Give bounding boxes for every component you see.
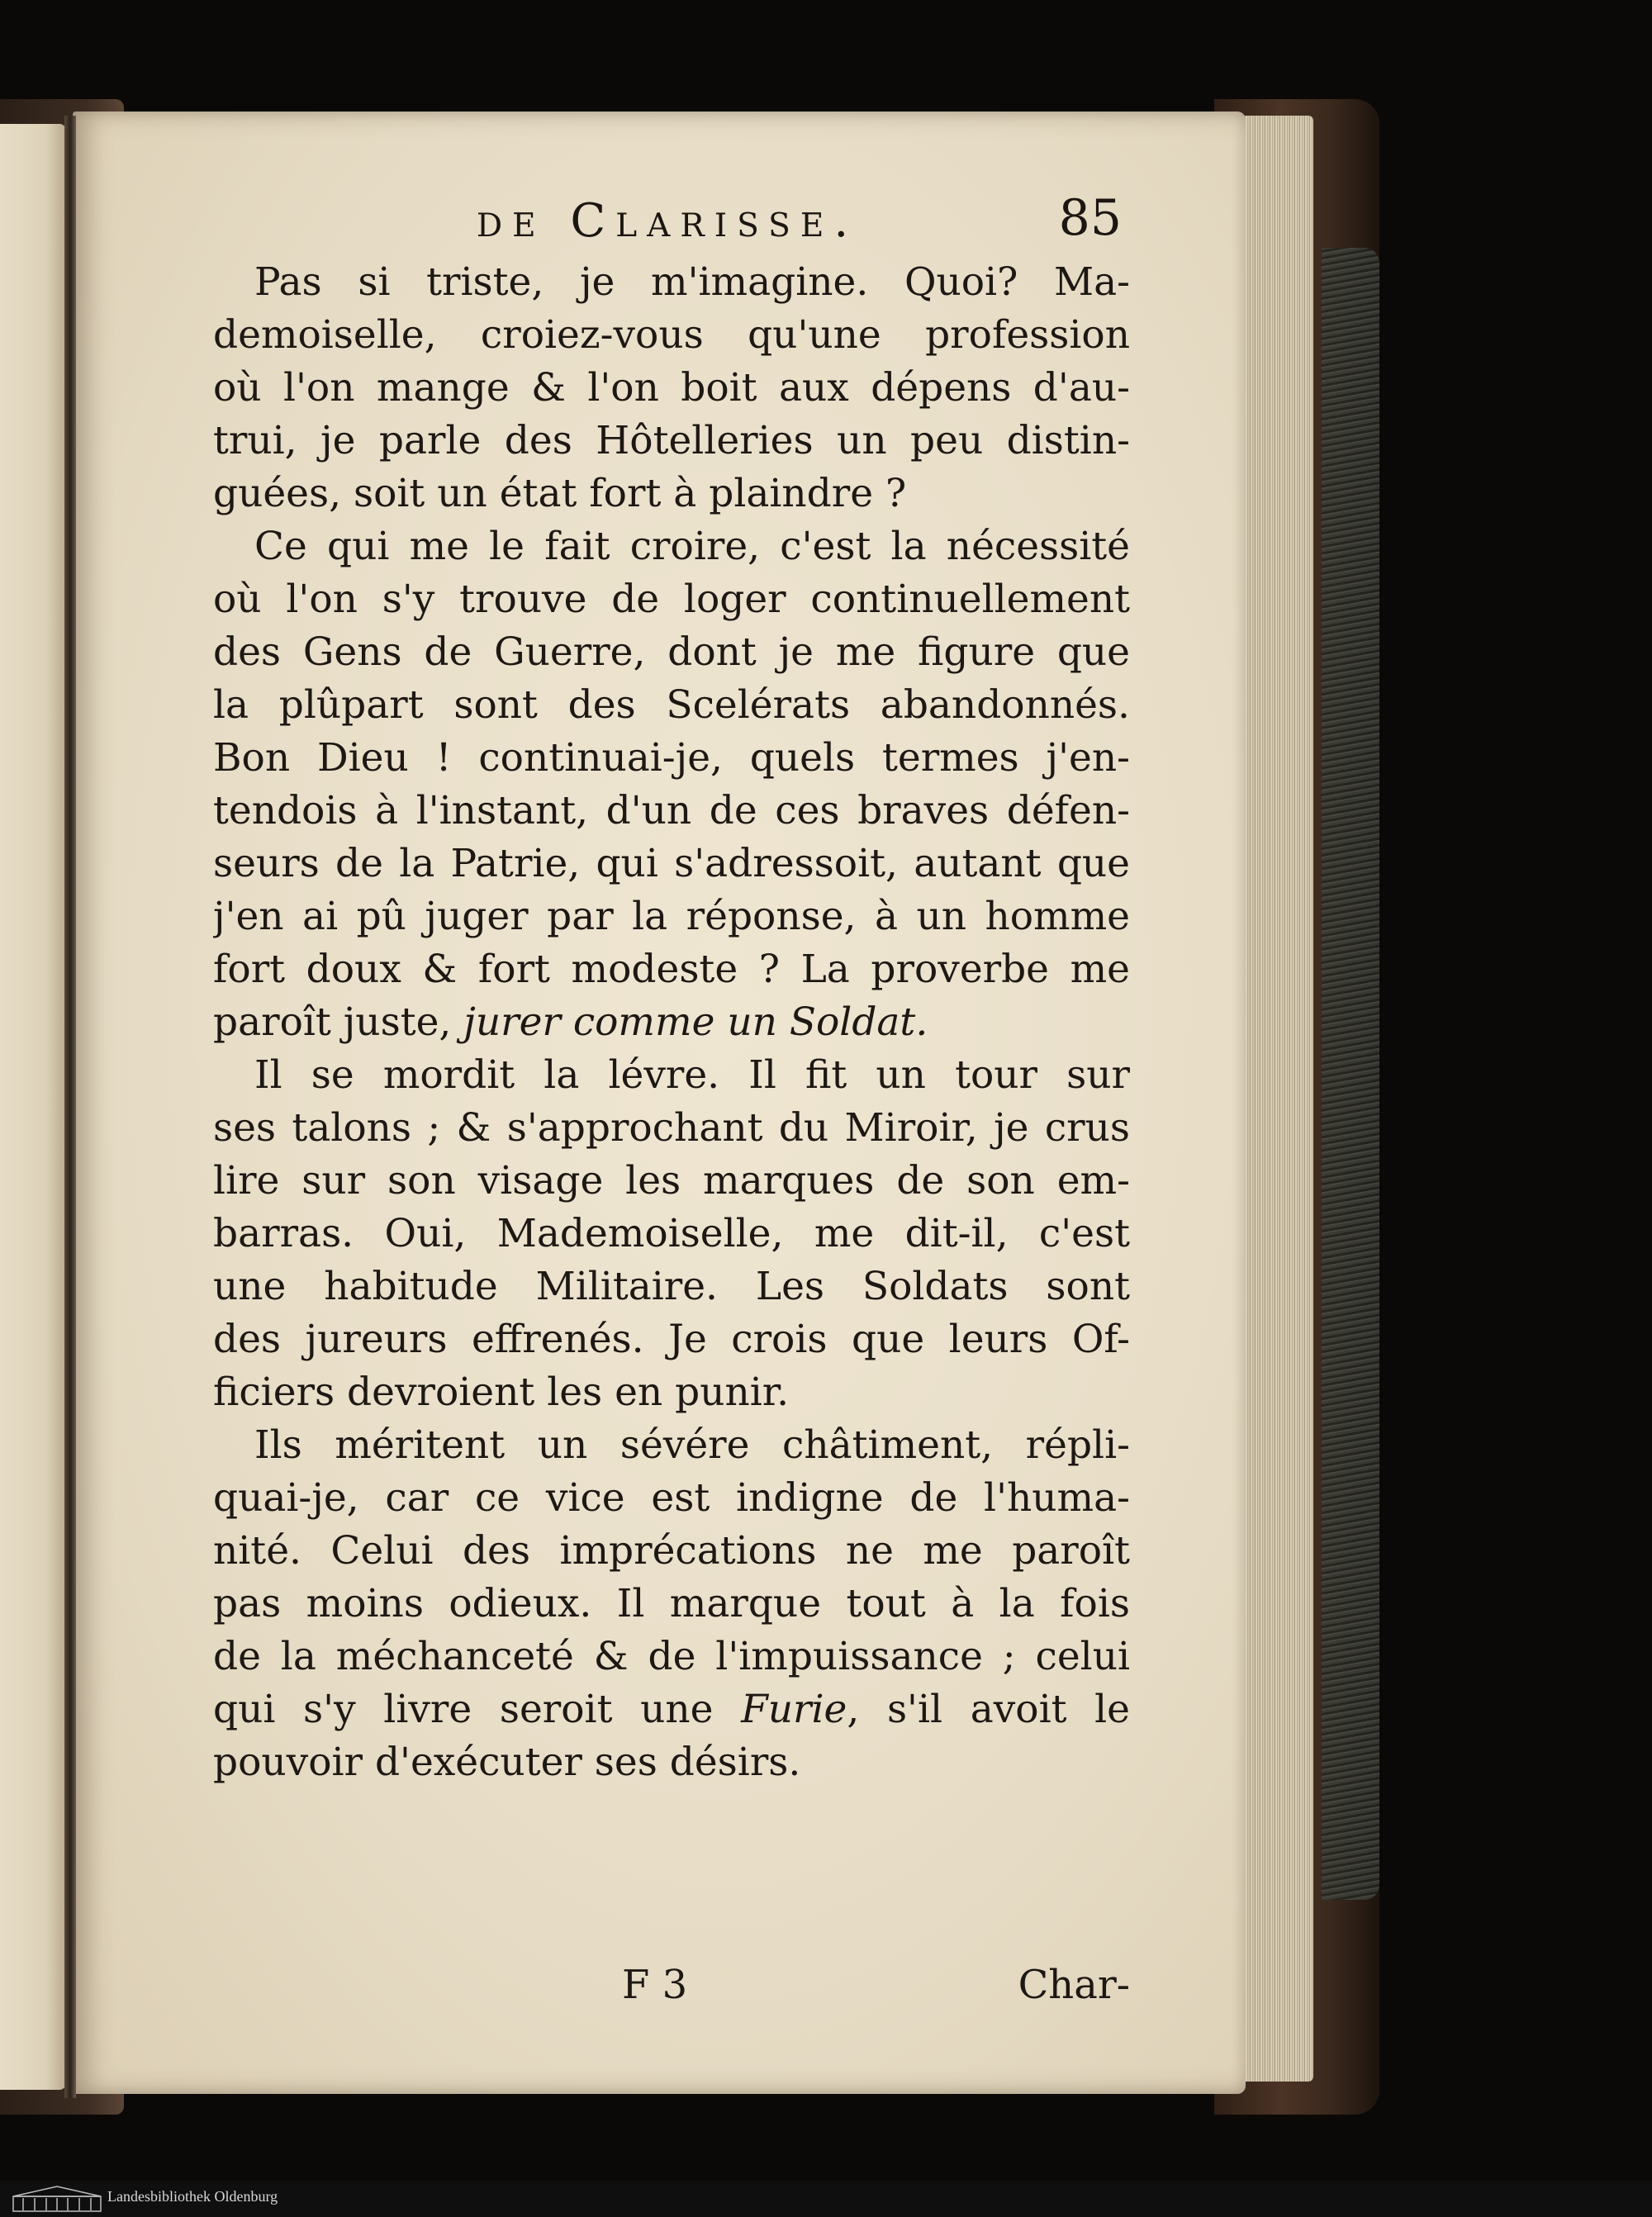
text-line: Ce qui me le fait croire, c'est la nécessité [254, 524, 1130, 569]
text-line: des jureurs effrenés. Je crois que leurs Of- [213, 1317, 1130, 1362]
text-line: demoiselle, croiez-vous qu'une profession [213, 312, 1130, 358]
book-page [73, 112, 1246, 2094]
text-run: , s'il avoit le [847, 1687, 1130, 1732]
text-line: barras. Oui, Mademoiselle, me dit-il, c'est [213, 1211, 1130, 1256]
text-line: seurs de la Patrie, qui s'adressoit, autant que [213, 841, 1130, 886]
signature-mark: F 3 [622, 1962, 688, 2008]
marbled-cover [1322, 248, 1379, 1900]
page-number: 85 [1058, 189, 1122, 247]
text-run: qui s'y livre seroit une [213, 1687, 742, 1732]
library-footer-bar [0, 2181, 1652, 2217]
text-line [213, 996, 1130, 1049]
text-line: pas moins odieux. Il marque tout à la fois [213, 1581, 1130, 1626]
library-building-icon [12, 2185, 102, 2213]
text-line: quai-je, car ce vice est indigne de l'huma- [213, 1475, 1130, 1521]
text-line: Bon Dieu ! continuai-je, quels termes j'en- [213, 735, 1130, 781]
text-line: trui, je parle des Hôtelleries un peu distin- [213, 418, 1130, 463]
text-line: pouvoir d'exécuter ses désirs. [213, 1740, 801, 1785]
text-line: des Gens de Guerre, dont je me figure que [213, 629, 1130, 675]
text-line: une habitude Militaire. Les Soldats sont [213, 1264, 1130, 1309]
text-line: ses talons ; & s'approchant du Miroir, je crus [213, 1105, 1130, 1151]
text-line: Il se mordit la lévre. Il fit un tour sur [254, 1052, 1130, 1098]
page-footer [73, 1962, 1246, 2020]
text-line: ficiers devroient les en punir. [213, 1370, 790, 1415]
italic-run: jurer comme un Soldat. [463, 999, 928, 1045]
text-line: où l'on mange & l'on boit aux dépens d'au- [213, 365, 1130, 411]
text-line: nité. Celui des imprécations ne me paroît [213, 1528, 1130, 1574]
text-line: lire sur son visage les marques de son em- [213, 1158, 1130, 1203]
text-line: guées, soit un état fort à plaindre ? [213, 471, 907, 516]
catchword: Char- [1018, 1962, 1130, 2008]
text-line: où l'on s'y trouve de loger continuellement [213, 577, 1130, 622]
text-line: Ils méritent un sévére châtiment, répli- [254, 1422, 1130, 1468]
gutter [64, 116, 76, 2098]
text-line: fort doux & fort modeste ? La proverbe me [213, 947, 1130, 992]
left-page-edge [0, 124, 66, 2090]
text-line: la plûpart sont des Scelérats abandonnés. [213, 682, 1130, 728]
text-run: paroît juste, [213, 999, 464, 1045]
running-head-title: de Clarisse. [476, 194, 859, 248]
text-line: Pas si triste, je m'imagine. Quoi? Ma- [254, 259, 1130, 305]
text-line: j'en ai pû juger par la réponse, à un homme [213, 894, 1130, 939]
text-line [213, 1683, 1130, 1736]
text-line: tendois à l'instant, d'un de ces braves défen- [213, 788, 1130, 833]
italic-run: Furie [741, 1687, 847, 1732]
text-line: de la méchanceté & de l'impuissance ; celui [213, 1634, 1130, 1679]
library-name: Landesbibliothek Oldenburg [107, 2188, 278, 2205]
body-text [213, 256, 1130, 1789]
